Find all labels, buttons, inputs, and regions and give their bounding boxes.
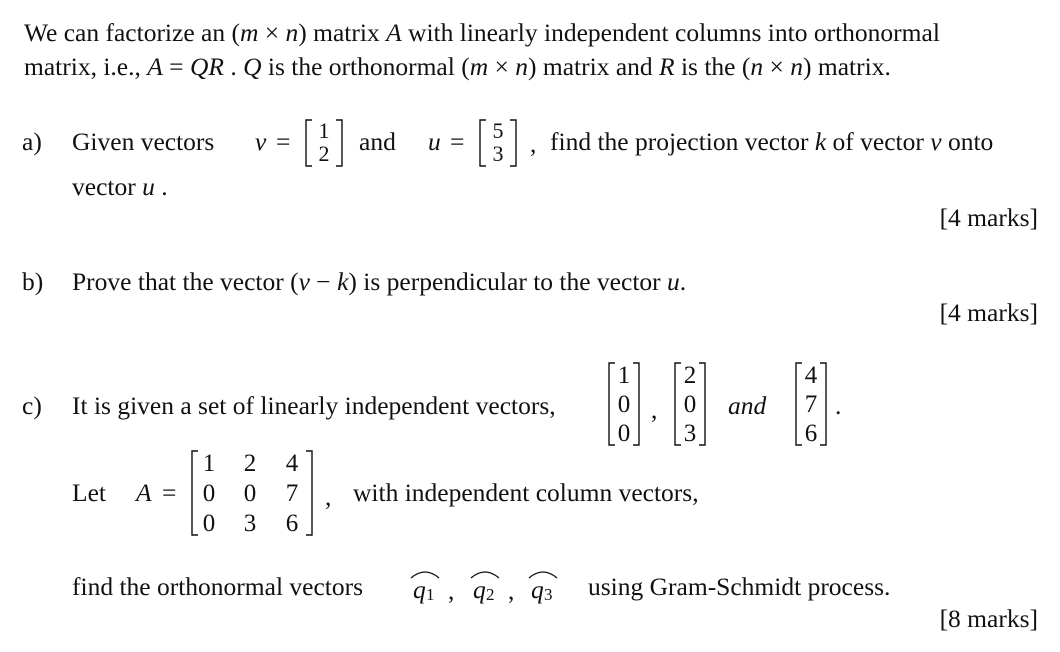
var-v: v bbox=[255, 127, 267, 156]
var-q: q bbox=[531, 575, 544, 604]
matrix-A-cell: 0 bbox=[243, 480, 257, 507]
comma: , bbox=[651, 395, 658, 424]
vector-u-entry: 3 bbox=[492, 141, 504, 166]
vector-c1 bbox=[607, 361, 641, 447]
question-a-marks: [4 marks] bbox=[939, 203, 1038, 232]
question-a-text bbox=[550, 129, 993, 155]
comma: , bbox=[508, 576, 515, 605]
times-symbol: × bbox=[258, 18, 286, 47]
comma: , bbox=[448, 576, 455, 605]
var-n: n bbox=[790, 52, 804, 81]
var-A: A bbox=[136, 478, 152, 507]
comma: , bbox=[530, 129, 537, 158]
vector-v bbox=[304, 118, 344, 168]
question-a-text-part: of vector bbox=[826, 127, 931, 156]
var-n: n bbox=[750, 52, 764, 81]
minus-symbol: − bbox=[309, 267, 338, 296]
question-b-text-part: ) is perpendicular to the vector bbox=[348, 267, 668, 296]
vector-c1-entry: 0 bbox=[617, 391, 631, 418]
intro-text: is the ( bbox=[674, 52, 751, 81]
question-a-text-part: onto bbox=[941, 127, 994, 156]
equals-symbol: = bbox=[450, 127, 465, 156]
times-symbol: × bbox=[488, 52, 516, 81]
intro-line-2 bbox=[24, 54, 891, 80]
subscript: 1 bbox=[426, 585, 435, 604]
matrix-A-cell: 3 bbox=[243, 510, 257, 537]
times-symbol: × bbox=[763, 52, 791, 81]
question-a-text-part: vector bbox=[72, 172, 143, 201]
comma: , bbox=[325, 482, 332, 511]
equals-symbol: = bbox=[276, 127, 291, 156]
matrix-A-cell: 7 bbox=[285, 480, 299, 507]
question-c-marks: [8 marks] bbox=[939, 604, 1038, 633]
q1-hat-symbol bbox=[408, 568, 442, 608]
var-m: m bbox=[469, 52, 489, 81]
question-a-line-2 bbox=[72, 174, 168, 200]
var-k: k bbox=[337, 267, 349, 296]
var-QR: QR bbox=[189, 52, 224, 81]
intro-line-1 bbox=[24, 20, 940, 46]
question-b-text bbox=[72, 269, 686, 295]
var-u: u bbox=[142, 172, 155, 201]
matrix-A-cell: 2 bbox=[243, 450, 257, 477]
question-b-marks: [4 marks] bbox=[939, 298, 1038, 327]
vector-c3-entry: 4 bbox=[804, 362, 818, 389]
vector-c2-entry: 3 bbox=[683, 420, 697, 447]
vector-c3-entry: 7 bbox=[804, 391, 818, 418]
var-q: q bbox=[413, 575, 426, 604]
question-c-text: It is given a set of linearly independent vectors, bbox=[72, 391, 556, 420]
let-word: Let bbox=[72, 478, 106, 507]
matrix-A-cell: 1 bbox=[202, 450, 216, 477]
var-Q: Q bbox=[243, 52, 262, 81]
vector-c1-entry: 0 bbox=[617, 420, 631, 447]
vector-v-entry: 2 bbox=[318, 141, 330, 166]
var-v: v bbox=[298, 267, 310, 296]
var-u: u bbox=[428, 127, 441, 156]
question-c-find-text: find the orthonormal vectors bbox=[72, 572, 364, 601]
var-R: R bbox=[659, 52, 675, 81]
var-m: m bbox=[239, 18, 259, 47]
equals-symbol: = bbox=[162, 478, 177, 507]
matrix-A-cell: 4 bbox=[285, 450, 299, 477]
vector-u bbox=[478, 118, 518, 168]
var-k: k bbox=[814, 127, 827, 156]
question-a-text-part: find the projection vector bbox=[550, 127, 815, 156]
question-a-given: Given vectors bbox=[72, 127, 215, 156]
vector-c2-entry: 2 bbox=[683, 362, 697, 389]
question-a-text-part: . bbox=[154, 172, 168, 201]
question-c-gs-text: using Gram-Schmidt process. bbox=[588, 572, 891, 601]
intro-text: We can factorize an ( bbox=[24, 18, 240, 47]
var-q: q bbox=[473, 575, 486, 604]
intro-text: ) matrix and bbox=[528, 52, 660, 81]
var-n: n bbox=[515, 52, 529, 81]
vector-c3 bbox=[794, 361, 828, 447]
intro-text: ) matrix bbox=[298, 18, 387, 47]
var-u: u bbox=[667, 267, 680, 296]
matrix-A-cell: 0 bbox=[202, 480, 216, 507]
var-v: v bbox=[930, 127, 942, 156]
q2-hat-symbol bbox=[468, 568, 502, 608]
and-word: and bbox=[728, 391, 767, 420]
question-b-text-part: Prove that the vector ( bbox=[72, 267, 299, 296]
question-c-label: c) bbox=[22, 391, 42, 420]
vector-c1-entry: 1 bbox=[617, 362, 631, 389]
matrix-A-cell: 6 bbox=[285, 510, 299, 537]
period: . bbox=[835, 391, 842, 420]
var-A: A bbox=[386, 18, 402, 47]
question-a-label: a) bbox=[22, 127, 42, 156]
vector-c2-entry: 0 bbox=[683, 391, 697, 418]
vector-c2 bbox=[673, 361, 707, 447]
intro-text: ) matrix. bbox=[803, 52, 891, 81]
var-n: n bbox=[285, 18, 299, 47]
question-b-label: b) bbox=[22, 267, 44, 296]
matrix-A-cell: 0 bbox=[202, 510, 216, 537]
intro-text: matrix, i.e., bbox=[24, 52, 148, 81]
q3-hat-symbol bbox=[526, 568, 560, 608]
vector-v-entry: 1 bbox=[318, 118, 330, 143]
question-c-with-text: with independent column vectors, bbox=[353, 478, 699, 507]
question-b-text-part: . bbox=[679, 267, 687, 296]
vector-c3-entry: 6 bbox=[804, 420, 818, 447]
intro-text: . bbox=[223, 52, 244, 81]
equals-symbol: = bbox=[162, 52, 190, 81]
var-A: A bbox=[147, 52, 163, 81]
subscript: 3 bbox=[544, 585, 553, 604]
matrix-A bbox=[190, 449, 314, 537]
subscript: 2 bbox=[486, 585, 495, 604]
vector-u-entry: 5 bbox=[492, 118, 504, 143]
and-word: and bbox=[359, 127, 396, 156]
intro-text: with linearly independent columns into orthonormal bbox=[401, 18, 940, 47]
intro-text: is the orthonormal ( bbox=[261, 52, 470, 81]
